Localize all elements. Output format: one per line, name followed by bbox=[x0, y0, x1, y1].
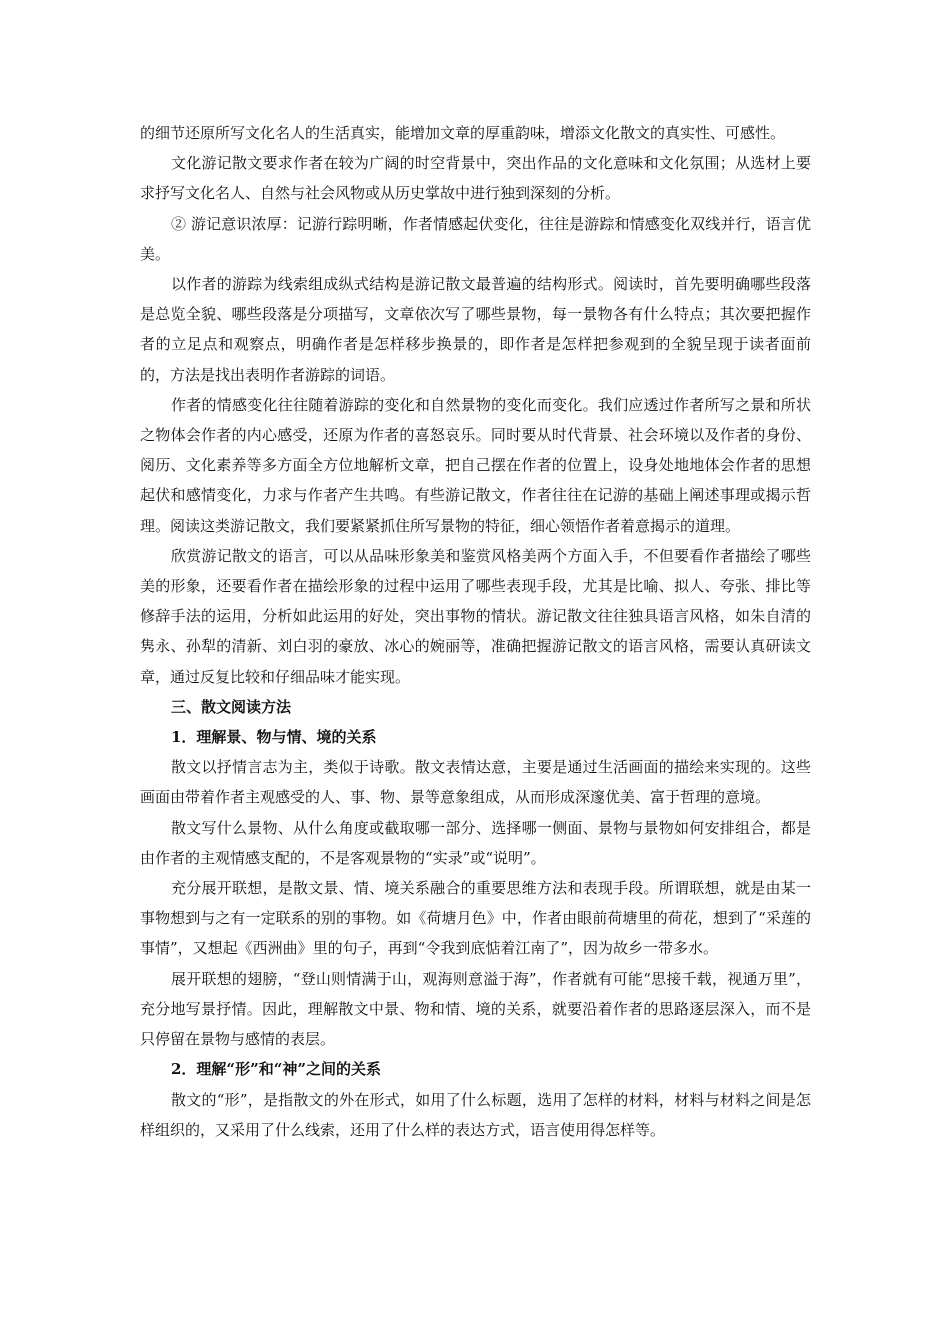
paragraph-language: 欣赏游记散文的语言，可以从品味形象美和鉴赏风格美两个方面入手，不但要看作者描绘了哪些美的形象，还要看作者在描绘形象的过程中运用了哪些表现手段，尤其是比喻、拟人、夸张、排比等修辞手法的运用，分析如此运用的好处，突出事物的情状。游记散文往往独具语言风格，如朱自清的隽永、孙犁的清新、刘白羽的豪放、冰心的婉丽等，准确把握游记散文的语言风格，需要认真研读文章，通过反复比较和仔细品味才能实现。 bbox=[140, 546, 811, 686]
paragraph-emotion-change: 作者的情感变化往往随着游踪的变化和自然景物的变化而变化。我们应透过作者所写之景和所状之物体会作者的内心感受，还原为作者的喜怒哀乐。同时要从时代背景、社会环境以及作者的身份、阅历、文化素养等多方面全方位地解析文章，把自己摆在作者的位置上，设身处地地体会作者的思想起伏和感情变化，力求与作者产生共鸣。有些游记散文，作者往往在记游的基础上阐述事理或揭示哲理。阅读这类游记散文，我们要紧紧抓住所写景物的特征，细心领悟作者着意揭示的道理。 bbox=[140, 395, 811, 535]
paragraph-wings: 展开联想的翅膀，“登山则情满于山，观海则意溢于海”，作者就有可能“思接千载，视通万里”，充分地写景抒情。因此，理解散文中景、物和情、境的关系，就要沿着作者的思路逐层深入，而不是只停留在景物与感情的表层。 bbox=[140, 969, 811, 1049]
section-heading-reading-methods: 三、散文阅读方法 bbox=[171, 697, 292, 716]
paragraph-cultural-travel: 文化游记散文要求作者在较为广阔的时空背景中，突出作品的文化意味和文化氛围；从选材上要求抒写文化名人、自然与社会风物或从历史掌故中进行独到深刻的分析。 bbox=[140, 154, 811, 203]
subheading-2: 2．理解“形”和“神”之间的关系 bbox=[171, 1060, 381, 1079]
paragraph-travel-structure: 以作者的游踪为线索组成纵式结构是游记散文最普遍的结构形式。阅读时，首先要明确哪些段落是总览全貌、哪些段落是分项描写，文章依次写了哪些景物，每一景物各有什么特点；其次要把握作者的立足点和观察点，明确作者是怎样移步换景的，即作者是怎样把参观到的全貌呈现于读者面前的，方法是找出表明作者游踪的词语。 bbox=[140, 275, 811, 384]
document-page bbox=[140, 118, 811, 1145]
paragraph-point-2: ② 游记意识浓厚：记游行踪明晰，作者情感起伏变化，往往是游踪和情感变化双线并行，语言优美。 bbox=[140, 214, 811, 263]
paragraph-continuation: 的细节还原所写文化名人的生活真实，能增加文章的厚重韵味，增添文化散文的真实性、可感性。 bbox=[140, 124, 786, 142]
paragraph-prose-lyric: 散文以抒情言志为主，类似于诗歌。散文表情达意，主要是通过生活画面的描绘来实现的。这些画面由带着作者主观感受的人、事、物、景等意象组成，从而形成深邃优美、富于哲理的意境。 bbox=[140, 758, 811, 807]
paragraph-association: 充分展开联想，是散文景、情、境关系融合的重要思维方法和表现手段。所谓联想，就是由某一事物想到与之有一定联系的别的事物。如《荷塘月色》中，作者由眼前荷塘里的荷花，想到了“采莲的事情”，又想起《西洲曲》里的句子，再到“令我到底惦着江南了”，因为故乡一带多水。 bbox=[140, 879, 811, 958]
paragraph-form: 散文的“形”，是指散文的外在形式，如用了什么标题，选用了怎样的材料，材料与材料之间是怎样组织的，又采用了什么线索，还用了什么样的表达方式，语言使用得怎样等。 bbox=[140, 1090, 811, 1139]
subheading-1: 1．理解景、物与情、境的关系 bbox=[171, 728, 377, 747]
paragraph-scenery-choice: 散文写什么景物、从什么角度或截取哪一部分、选择哪一侧面、景物与景物如何安排组合，都是由作者的主观情感支配的，不是客观景物的“实录”或“说明”。 bbox=[140, 818, 811, 867]
